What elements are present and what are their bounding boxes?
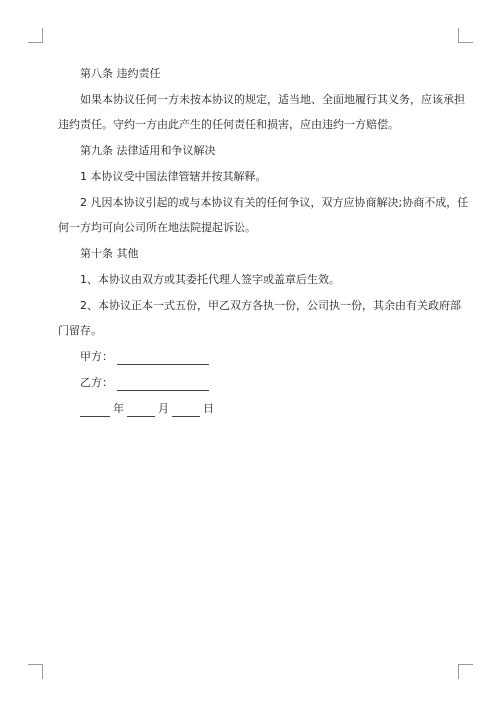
month-label: 月 (158, 402, 169, 415)
signing-date (58, 401, 438, 417)
crop-mark-top-left (28, 28, 43, 43)
party-b-signature (58, 375, 438, 391)
crop-mark-bottom-right (458, 664, 473, 679)
month-blank[interactable] (127, 404, 155, 417)
party-a-label: 甲方： (80, 350, 113, 363)
crop-mark-bottom-left (28, 664, 43, 679)
article-9-item-2 (58, 195, 469, 236)
article-10-item-1-text: 1、本协议由双方或其委托代理人签字或盖章后生效。 (80, 273, 340, 286)
document-body (58, 66, 469, 417)
year-blank[interactable] (80, 404, 110, 417)
article-9-item-1 (58, 169, 438, 185)
party-a-blank[interactable] (117, 352, 209, 365)
article-8-line-1: 如果本协议任何一方未按本协议的规定，适当地、全面地履行其义务，应该承担 (80, 93, 465, 106)
year-label: 年 (113, 402, 124, 415)
article-10-item-1 (58, 272, 438, 288)
article-10-item-2-line-1: 2、本协议正本一式五份，甲乙双方各执一份，公司执一份，其余由有关政府部 (80, 299, 461, 312)
day-blank[interactable] (172, 404, 200, 417)
day-label: 日 (203, 402, 214, 415)
article-9-item-2-line-2: 何一方均可向公司所在地法院提起诉讼。 (58, 221, 256, 234)
article-10-item-2-line-2: 门留存。 (58, 324, 102, 337)
article-9-item-1-text: 1 本协议受中国法律管辖并按其解释。 (80, 170, 267, 183)
crop-mark-top-right (458, 28, 473, 43)
article-10-item-2 (58, 298, 461, 339)
party-b-label: 乙方： (80, 376, 113, 389)
party-a-signature (58, 349, 438, 365)
party-b-blank[interactable] (117, 378, 209, 391)
article-8-heading: 第八条 违约责任 (80, 67, 161, 80)
article-10-heading: 第十条 其他 (80, 247, 139, 260)
article-8-line-2: 违约责任。守约一方由此产生的任何责任和损害，应由违约一方赔偿。 (58, 118, 399, 131)
article-8-paragraph (58, 92, 465, 133)
article-9-heading: 第九条 法律适用和争议解决 (80, 144, 216, 157)
article-9-item-2-line-1: 2 凡因本协议引起的或与本协议有关的任何争议，双方应协商解决;协商不成，任 (80, 196, 469, 209)
